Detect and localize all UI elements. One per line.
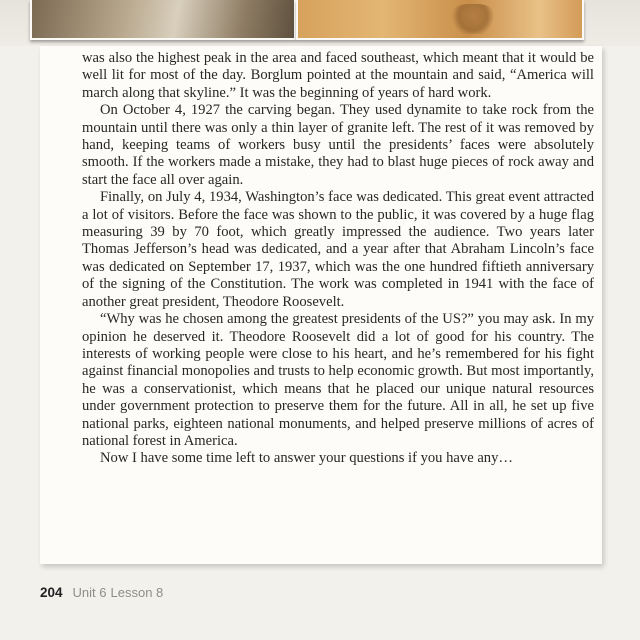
unit-label: Unit 6 — [72, 585, 107, 600]
paragraph-5: Now I have some time left to answer your questions if you have any… — [100, 450, 513, 467]
unit-lesson-label — [73, 585, 164, 600]
page-footer — [40, 585, 163, 600]
carved-face-shape — [450, 4, 496, 34]
landscape-photo — [30, 0, 296, 40]
article-text — [82, 50, 594, 468]
page-number: 204 — [40, 585, 63, 600]
lesson-label: Lesson 8 — [110, 585, 164, 600]
paragraph-2: On October 4, 1927 the carving began. They used dynamite to take rock from the mountain until there was only a thin layer of granite left. The rest of it was removed by hand, keeping teams of workers busy until the presidents’ faces were absolutely smooth. If the workers made a mistake, they had to blast huge pieces of rock away and start the face all over again. — [82, 102, 594, 188]
paragraph-1: was also the highest peak in the area and faced southeast, which meant that it would be well lit for most of the day. Borglum pointed at the mountain and said, “America will march along that skyline.” It was the beginning of years of hard work. — [82, 50, 594, 101]
paragraph-4: “Why was he chosen among the greatest presidents of the US?” you may ask. In my opinion he deserved it. Theodore Roosevelt did a lot of good for his country. The interests of working people were close to his heart, and he’s remembered for his fight against financial monopolies and trusts to help economic growth. But most importantly, he was a conservationist, which means that he placed our unique natural resources under government protection to preserve them for the future. All in all, he set up five national parks, eighteen national monuments, and helped preserve millions of acres of national forest in America. — [82, 311, 594, 449]
photo-strip — [0, 0, 640, 46]
monument-photo — [296, 0, 584, 40]
paragraph-3: Finally, on July 4, 1934, Washington’s face was dedicated. This great event attracted a lot of visitors. Before the face was shown to the public, it was covered by a huge flag measuring 39 by 70 foot, which greatly impressed the audience. Two years later Thomas Jefferson’s head was dedicated, and a year after that Abraham Lincoln’s face was dedicated on September 17, 1937, which was the one hundred fiftieth anniversary of the signing of the Constitution. The work was completed in 1941 with the face of another great president, Theodore Roosevelt. — [82, 189, 594, 310]
